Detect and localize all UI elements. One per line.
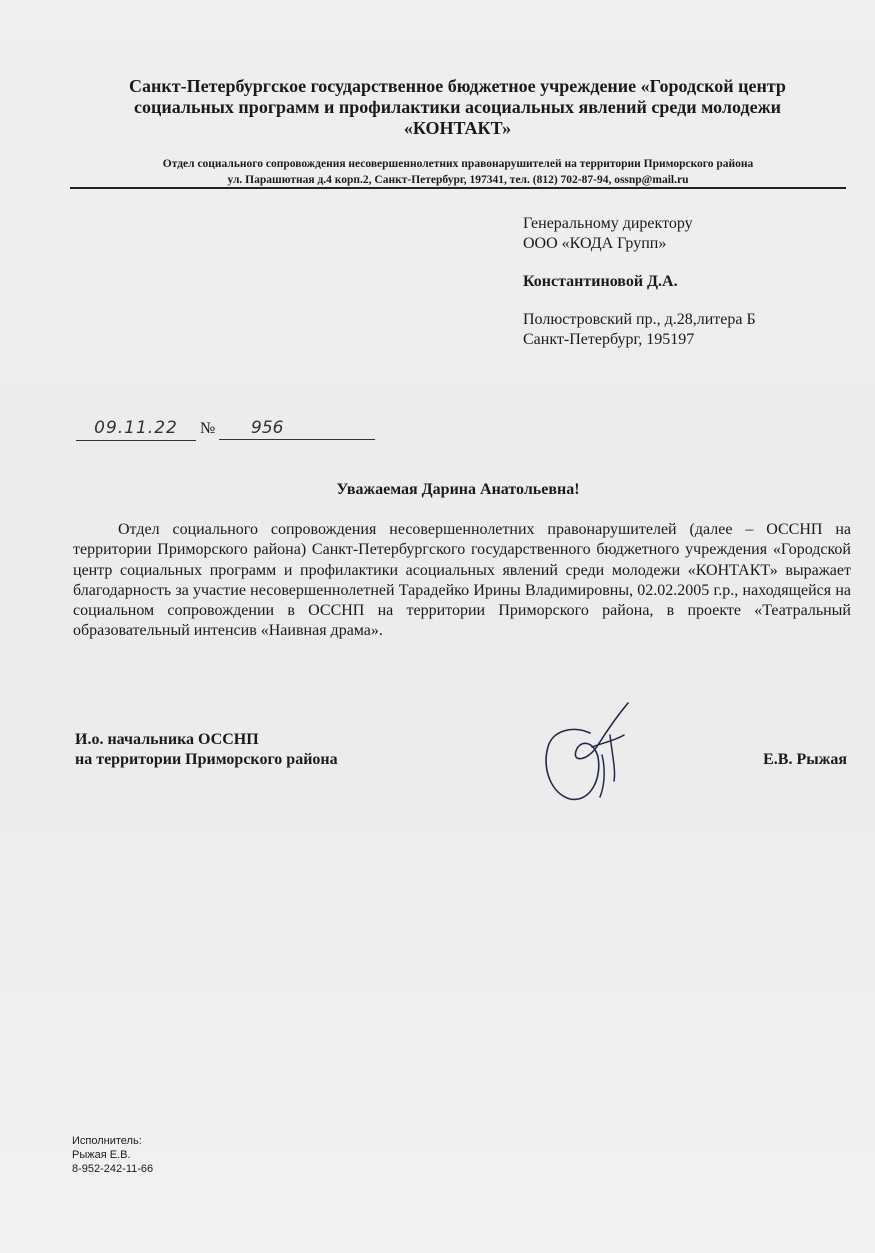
addressee-address-line: Санкт-Петербург, 195197 [523,331,695,348]
signer-name: Е.В. Рыжая [763,751,847,768]
department-name: Отдел социального сопровождения несовершеннолетних правонарушителей на территории Приморского района [162,158,754,170]
signer-title [75,730,455,770]
executor-label: Исполнитель: [72,1135,142,1147]
registration-number: 956 [219,418,375,440]
registration-date: 09.11.22 [76,418,196,441]
addressee-position: Генеральному директору [523,215,693,232]
signer-title-line: на территории Приморского района [75,751,338,768]
registration-line [76,418,396,444]
executor-block [72,1134,272,1176]
registration-number-label: № [200,420,216,437]
addressee-company: ООО «КОДА Групп» [523,235,667,252]
letter-body: Отдел социального сопровождения несовершеннолетних правонарушителей (далее – ОССНП на территории Приморского района) Санкт-Петербургского государственного бюджетного учреждения «Городской центр социальных программ и профилактики асоциальных явлений среди молодежи «КОНТАКТ» выражает благодарность за участие несовершеннолетней Тарадейко Ирины Владимировны, 02.02.2005 г.р., находящейся на социальном сопровождении в ОССНП на территории Приморского района, в проекте «Театральный образовательный интенсив «Наивная драма». [73,521,851,640]
addressee-block [523,214,843,350]
signature-icon [532,695,642,805]
executor-name: Рыжая Е.В. [72,1149,131,1161]
department-contacts: ул. Парашютная д.4 корп.2, Санкт-Петербург, 197341, тел. (812) 702-87-94, ossnp@mail.ru [227,174,689,186]
org-title-line: социальных программ и профилактики асоциальных явлений среди молодежи [134,97,781,117]
org-title [90,76,825,139]
header-divider [70,187,846,189]
addressee-name: Константиновой Д.А. [523,273,678,290]
department-header [70,156,846,188]
executor-phone: 8-952-242-11-66 [72,1163,154,1175]
org-title-line: Санкт-Петербургское государственное бюджетное учреждение «Городской центр [129,76,786,96]
addressee-address-line: Полюстровский пр., д.28,литера Б [523,311,756,328]
greeting: Уважаемая Дарина Анатольевна! [336,481,580,498]
org-title-line: «КОНТАКТ» [403,118,512,138]
signer-title-line: И.о. начальника ОССНП [75,731,259,748]
